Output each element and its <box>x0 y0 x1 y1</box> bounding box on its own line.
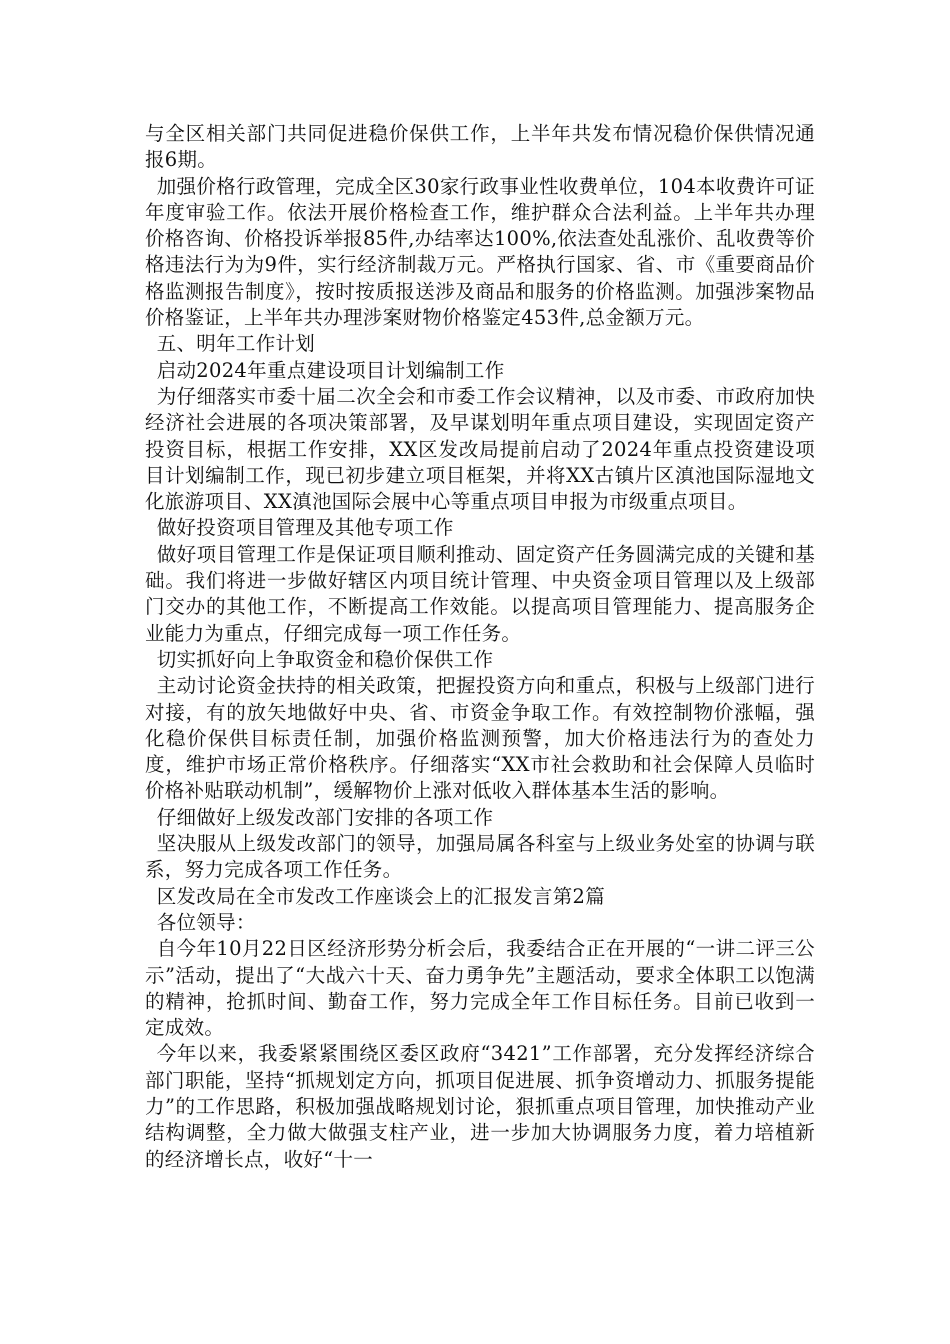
paragraph: 主动讨论资金扶持的相关政策，把握投资方向和重点，积极与上级部门进行对接，有的放矢地做好中央、省、市资金争取工作。有效控制物价涨幅，强化稳价保供目标责任制，加强价格监测预警，加大价格违法行为的查处力度，维护市场正常价格秩序。仔细落实“XX市社会救助和社会保障人员临时价格补贴联动机制”，缓解物价上涨对低收入群体基本生活的影响。 <box>145 674 815 803</box>
paragraph: 加强价格行政管理，完成全区30家行政事业性收费单位，104本收费许可证年度审验工作。依法开展价格检查工作，维护群众合法利益。上半年共办理价格咨询、价格投诉举报85件,办结率达100%,依法查处乱涨价、乱收费等价格违法行为为9件，实行经济制裁万元。严格执行国家、省、市《重要商品价格监测报告制度》，按时按质报送涉及商品和服务的价格监测。加强涉案物品价格鉴证，上半年共办理涉案财物价格鉴定453件,总金额万元。 <box>145 174 815 330</box>
subsection-heading: 启动2024年重点建设项目计划编制工作 <box>156 358 505 382</box>
subsection-heading: 切实抓好向上争取资金和稳价保供工作 <box>156 647 494 671</box>
document-body <box>145 121 815 1173</box>
section-heading: 五、明年工作计划 <box>156 332 316 356</box>
subsection-heading: 仔细做好上级发改部门安排的各项工作 <box>156 805 494 829</box>
paragraph: 今年以来，我委紧紧围绕区委区政府“3421”工作部署，充分发挥经济综合部门职能，坚持“抓规划定方向，抓项目促进展、抓争资增动力、抓服务提能力”的工作思路，积极加强战略规划讨论，狠抓重点项目管理，加快推动产业结构调整，全力做大做强支柱产业，进一步加大协调服务力度，着力培植新的经济增长点，收好“十一 <box>145 1042 815 1171</box>
subsection-heading: 做好投资项目管理及其他专项工作 <box>156 516 454 540</box>
paragraph: 坚决服从上级发改部门的领导，加强局属各科室与上级业务处室的协调与联系，努力完成各项工作任务。 <box>145 832 815 882</box>
article-title: 区发改局在全市发改工作座谈会上的汇报发言第2篇 <box>156 884 605 908</box>
salutation: 各位领导： <box>156 910 256 934</box>
paragraph: 做好项目管理工作是保证项目顺利推动、固定资产任务圆满完成的关键和基础。我们将进一步做好辖区内项目统计管理、中央资金项目管理以及上级部门交办的其他工作，不断提高工作效能。以提高项目管理能力、提高服务企业能力为重点，仔细完成每一项工作任务。 <box>145 542 815 645</box>
paragraph: 与全区相关部门共同促进稳价保供工作，上半年共发布情况稳价保供情况通报6期。 <box>145 122 815 172</box>
paragraph: 为仔细落实市委十届二次全会和市委工作会议精神，以及市委、市政府加快经济社会进展的各项决策部署，及早谋划明年重点项目建设，实现固定资产投资目标，根据工作安排，XX区发改局提前启动了2024年重点投资建设项目计划编制工作，现已初步建立项目框架，并将XX古镇片区滇池国际湿地文化旅游项目、XX滇池国际会展中心等重点项目申报为市级重点项目。 <box>145 384 815 514</box>
paragraph: 自今年10月22日区经济形势分析会后，我委结合正在开展的“一讲二评三公示”活动，提出了“大战六十天、奋力勇争先”主题活动，要求全体职工以饱满的精神，抢抓时间、勤奋工作，努力完成全年工作目标任务。目前已收到一定成效。 <box>145 937 815 1040</box>
